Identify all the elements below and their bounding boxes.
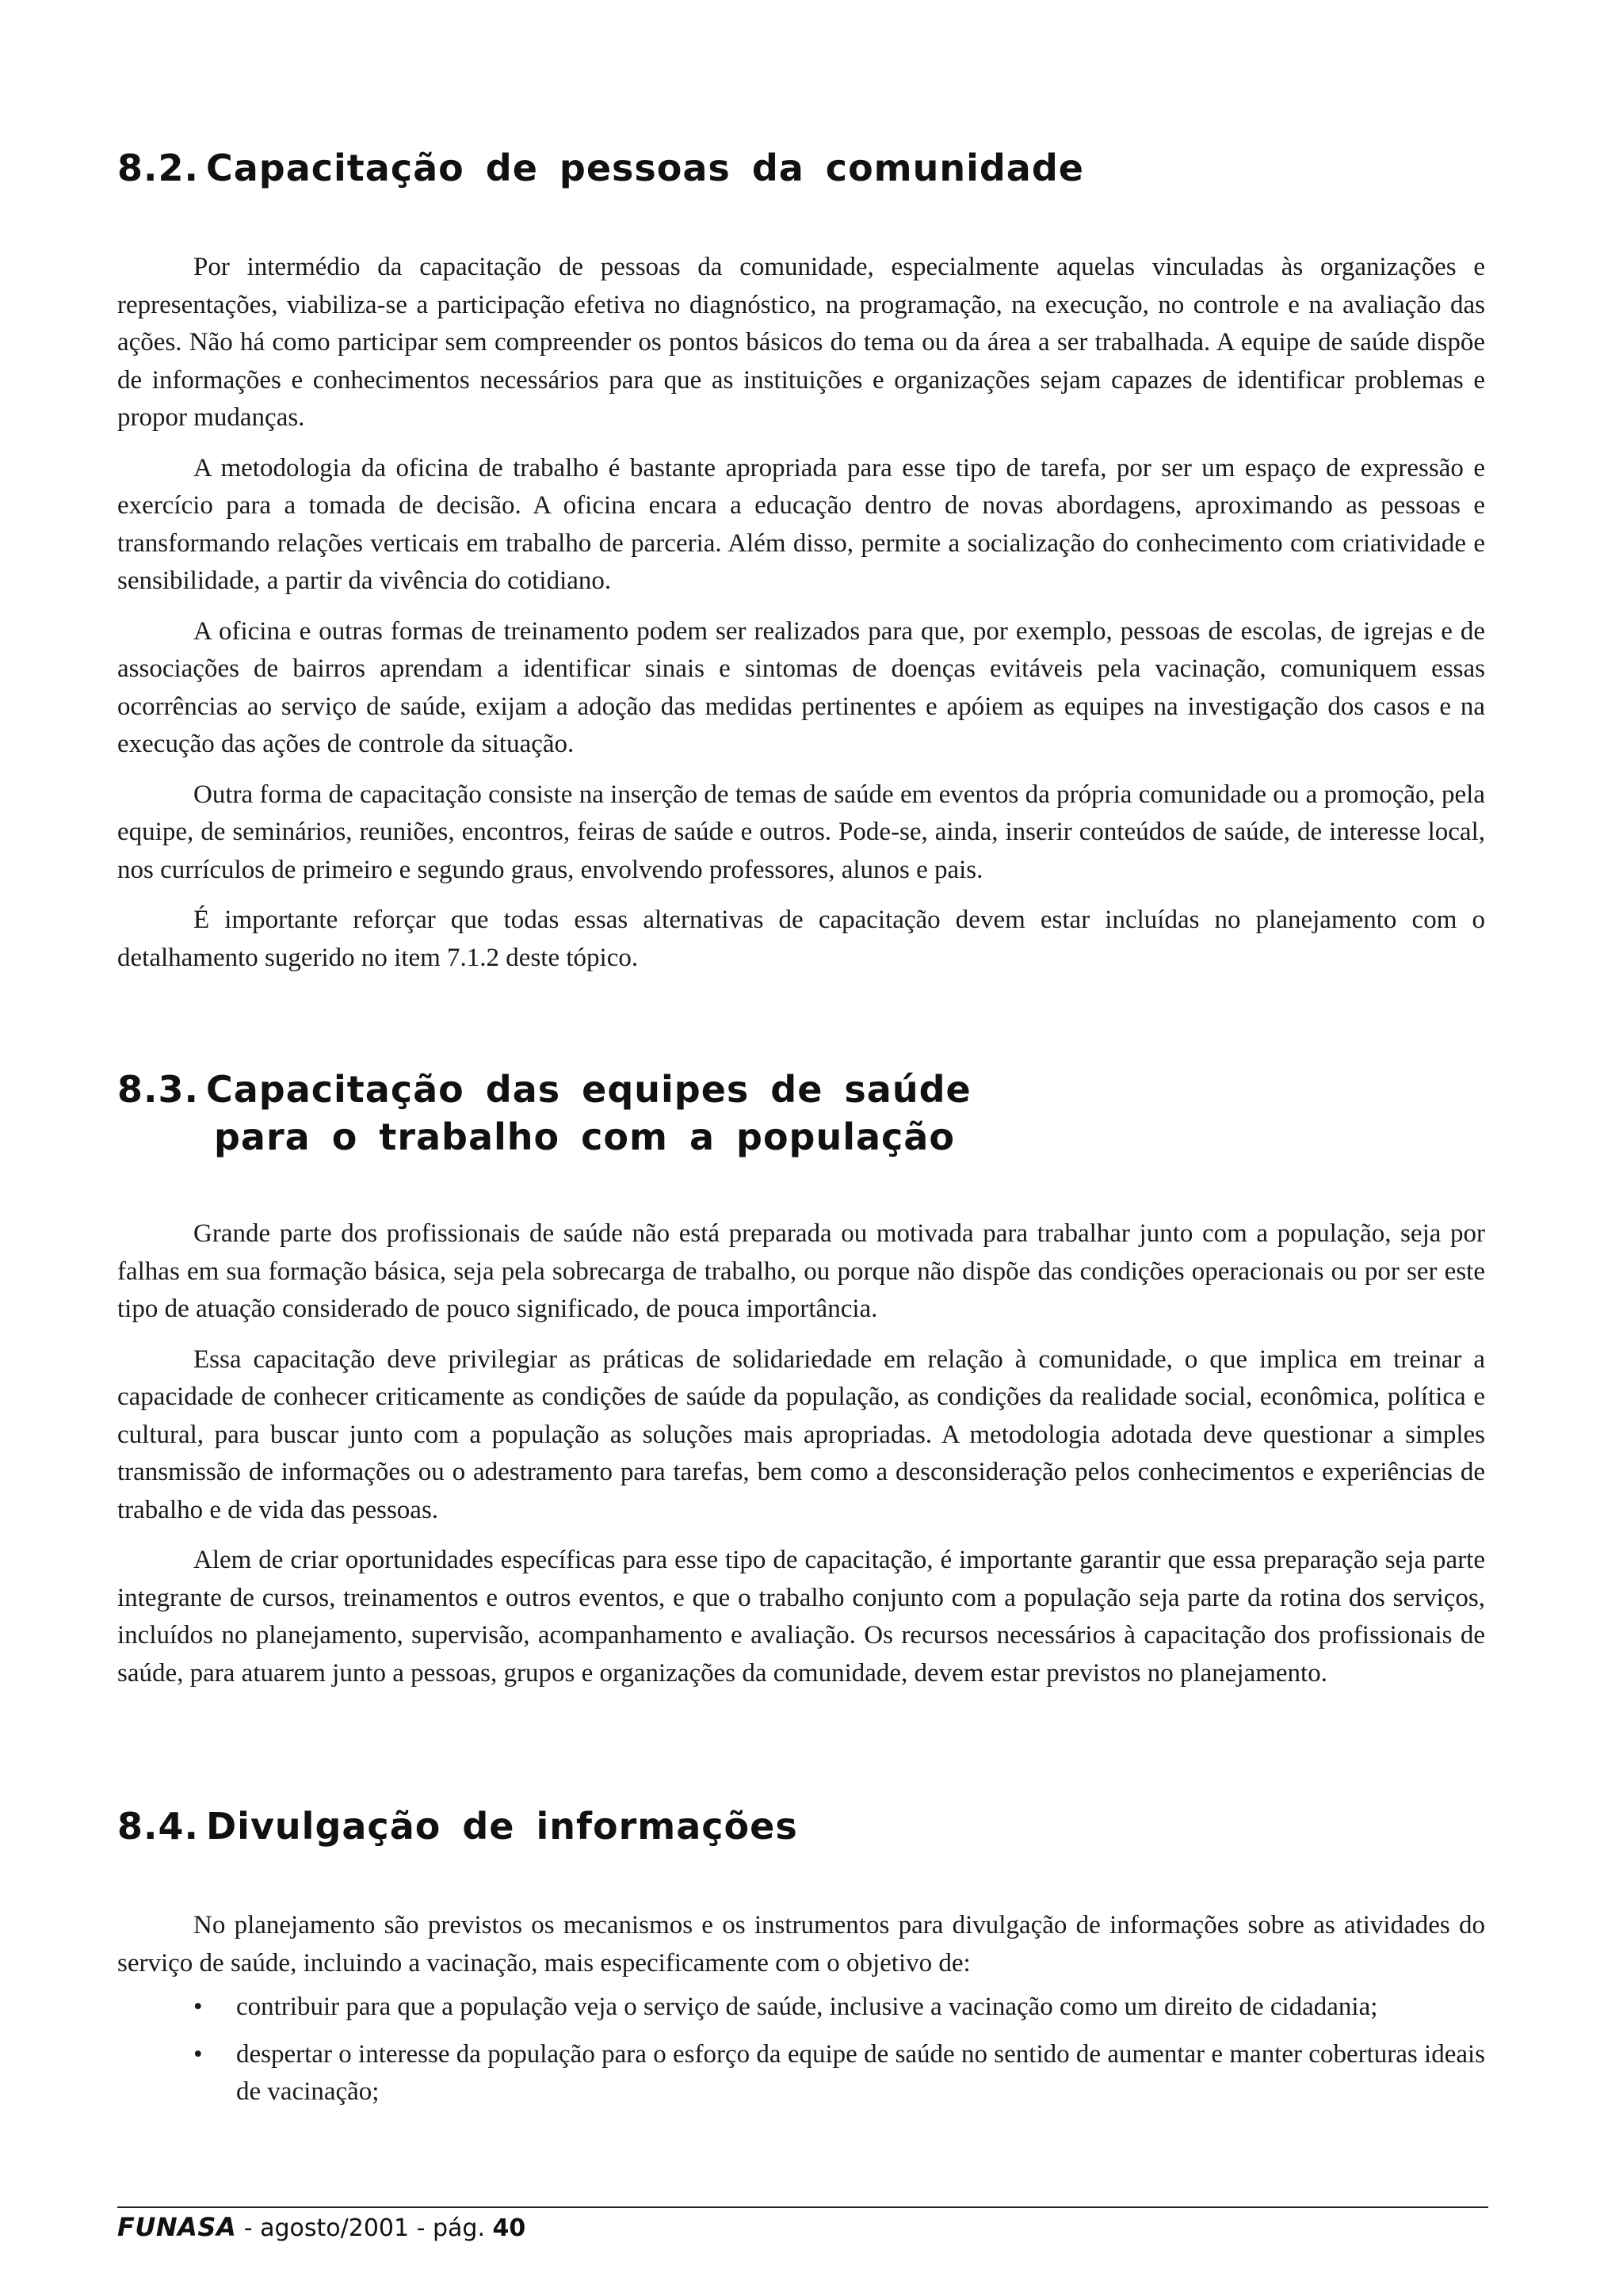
- footer-text: - agosto/2001 - pág.: [236, 2214, 493, 2242]
- paragraph: A oficina e outras formas de treinamento podem ser realizados para que, por exemplo, pessoas de escolas, de igrejas e de associações de bairros aprendam a identificar sinais e sintomas de doenças evitáveis pela vacinação, comuniquem essas ocorrências ao serviço de saúde, exijam a adoção das medidas pertinentes e apóiem as equipes na investigação dos casos e na execução das ações de controle da situação.: [117, 616, 1485, 758]
- section-title-line1: Capacitação das equipes de saúde: [206, 1068, 972, 1111]
- paragraph: Alem de criar oportunidades específicas para esse tipo de capacitação, é importante garantir que essa preparação seja parte integrante de cursos, treinamentos e outros eventos, e que o trabalho conjunto com a população seja parte da rotina dos serviços, incluídos no planejamento, supervisão, acompanhamento e avaliação. Os recursos necessários à capacitação dos profissionais de saúde, para atuarem junto a pessoas, grupos e organizações da comunidade, devem estar previstos no planejamento.: [117, 1546, 1485, 1688]
- bullet-icon: •: [193, 2039, 203, 2069]
- bullet-list: [117, 1989, 1485, 2111]
- section-body-8-4: [117, 1907, 1485, 2111]
- section-title: Divulgação de informações: [206, 1805, 798, 1848]
- list-item-text: contribuir para que a população veja o serviço de saúde, inclusive a vacinação como um direito de cidadania;: [236, 1993, 1378, 2021]
- section-number: 8.3.: [117, 1068, 199, 1111]
- paragraph: Outra forma de capacitação consiste na inserção de temas de saúde em eventos da própria comunidade ou a promoção, pela equipe, de seminários, reuniões, encontros, feiras de saúde e outros. Pode-se, ainda, inserir conteúdos de saúde, de interesse local, nos currículos de primeiro e segundo graus, envolvendo professores, alunos e pais.: [117, 780, 1485, 884]
- section-heading-8-2: [117, 144, 1084, 192]
- paragraph: A metodologia da oficina de trabalho é bastante apropriada para esse tipo de tarefa, por ser um espaço de expressão e exercício para a tomada de decisão. A oficina encara a educação dentro de novas abordagens, aproximando as pessoas e transformando relações verticais em trabalho de parceria. Além disso, permite a socialização do conhecimento com criatividade e sensibilidade, a partir da vivência do cotidiano.: [117, 453, 1485, 595]
- paragraph: No planejamento são previstos os mecanismos e os instrumentos para divulgação de informações sobre as atividades do serviço de saúde, incluindo a vacinação, mais especificamente com o objetivo de:: [117, 1911, 1485, 1978]
- section-title-line2: para o trabalho com a população: [214, 1116, 955, 1158]
- paragraph: Grande parte dos profissionais de saúde não está preparada ou motivada para trabalhar junto com a população, seja por falhas em sua formação básica, seja pela sobrecarga de trabalho, ou porque não dispõe das condições operacionais ou por ser este tipo de atuação considerado de pouco significado, de pouca importância.: [117, 1219, 1485, 1323]
- section-body-8-3: [117, 1215, 1485, 1692]
- section-heading-8-3: [117, 1066, 972, 1161]
- paragraph: Por intermédio da capacitação de pessoas da comunidade, especialmente aquelas vinculadas às organizações e representações, viabiliza-se a participação efetiva no diagnóstico, na programação, na execução, no controle e na avaliação das ações. Não há como participar sem compreender os pontos básicos do tema ou da área a ser trabalhada. A equipe de saúde dispõe de informações e conhecimentos necessários para que as instituições e organizações sejam capazes de identificar problemas e propor mudanças.: [117, 253, 1485, 432]
- footer-page-number: 40: [492, 2214, 526, 2242]
- section-heading-8-4: [117, 1802, 798, 1850]
- section-number: 8.2.: [117, 147, 199, 189]
- section-title: Capacitação de pessoas da comunidade: [206, 147, 1084, 189]
- page-footer: [117, 2212, 525, 2242]
- list-item: [117, 2036, 1485, 2111]
- list-item-text: despertar o interesse da população para o esforço da equipe de saúde no sentido de aumentar e manter coberturas ideais de vacinação;: [236, 2039, 1485, 2106]
- section-number: 8.4.: [117, 1805, 199, 1848]
- paragraph: É importante reforçar que todas essas alternativas de capacitação devem estar incluídas no planejamento com o detalhamento sugerido no item 7.1.2 deste tópico.: [117, 906, 1485, 972]
- section-body-8-2: [117, 249, 1485, 977]
- footer-divider: [117, 2206, 1488, 2208]
- bullet-icon: •: [193, 1993, 203, 2021]
- paragraph: Essa capacitação deve privilegiar as práticas de solidariedade em relação à comunidade, o que implica em treinar a capacidade de conhecer criticamente as condições de saúde da população, as condições da realidade social, econômica, política e cultural, para buscar junto com a população as soluções mais apropriadas. A metodologia adotada deve questionar a simples transmissão de informações ou o adestramento para tarefas, bem como a desconsideração pelos conhecimentos e experiências de trabalho e de vida das pessoas.: [117, 1344, 1485, 1524]
- list-item: [117, 1989, 1485, 2027]
- footer-brand: FUNASA: [117, 2212, 237, 2242]
